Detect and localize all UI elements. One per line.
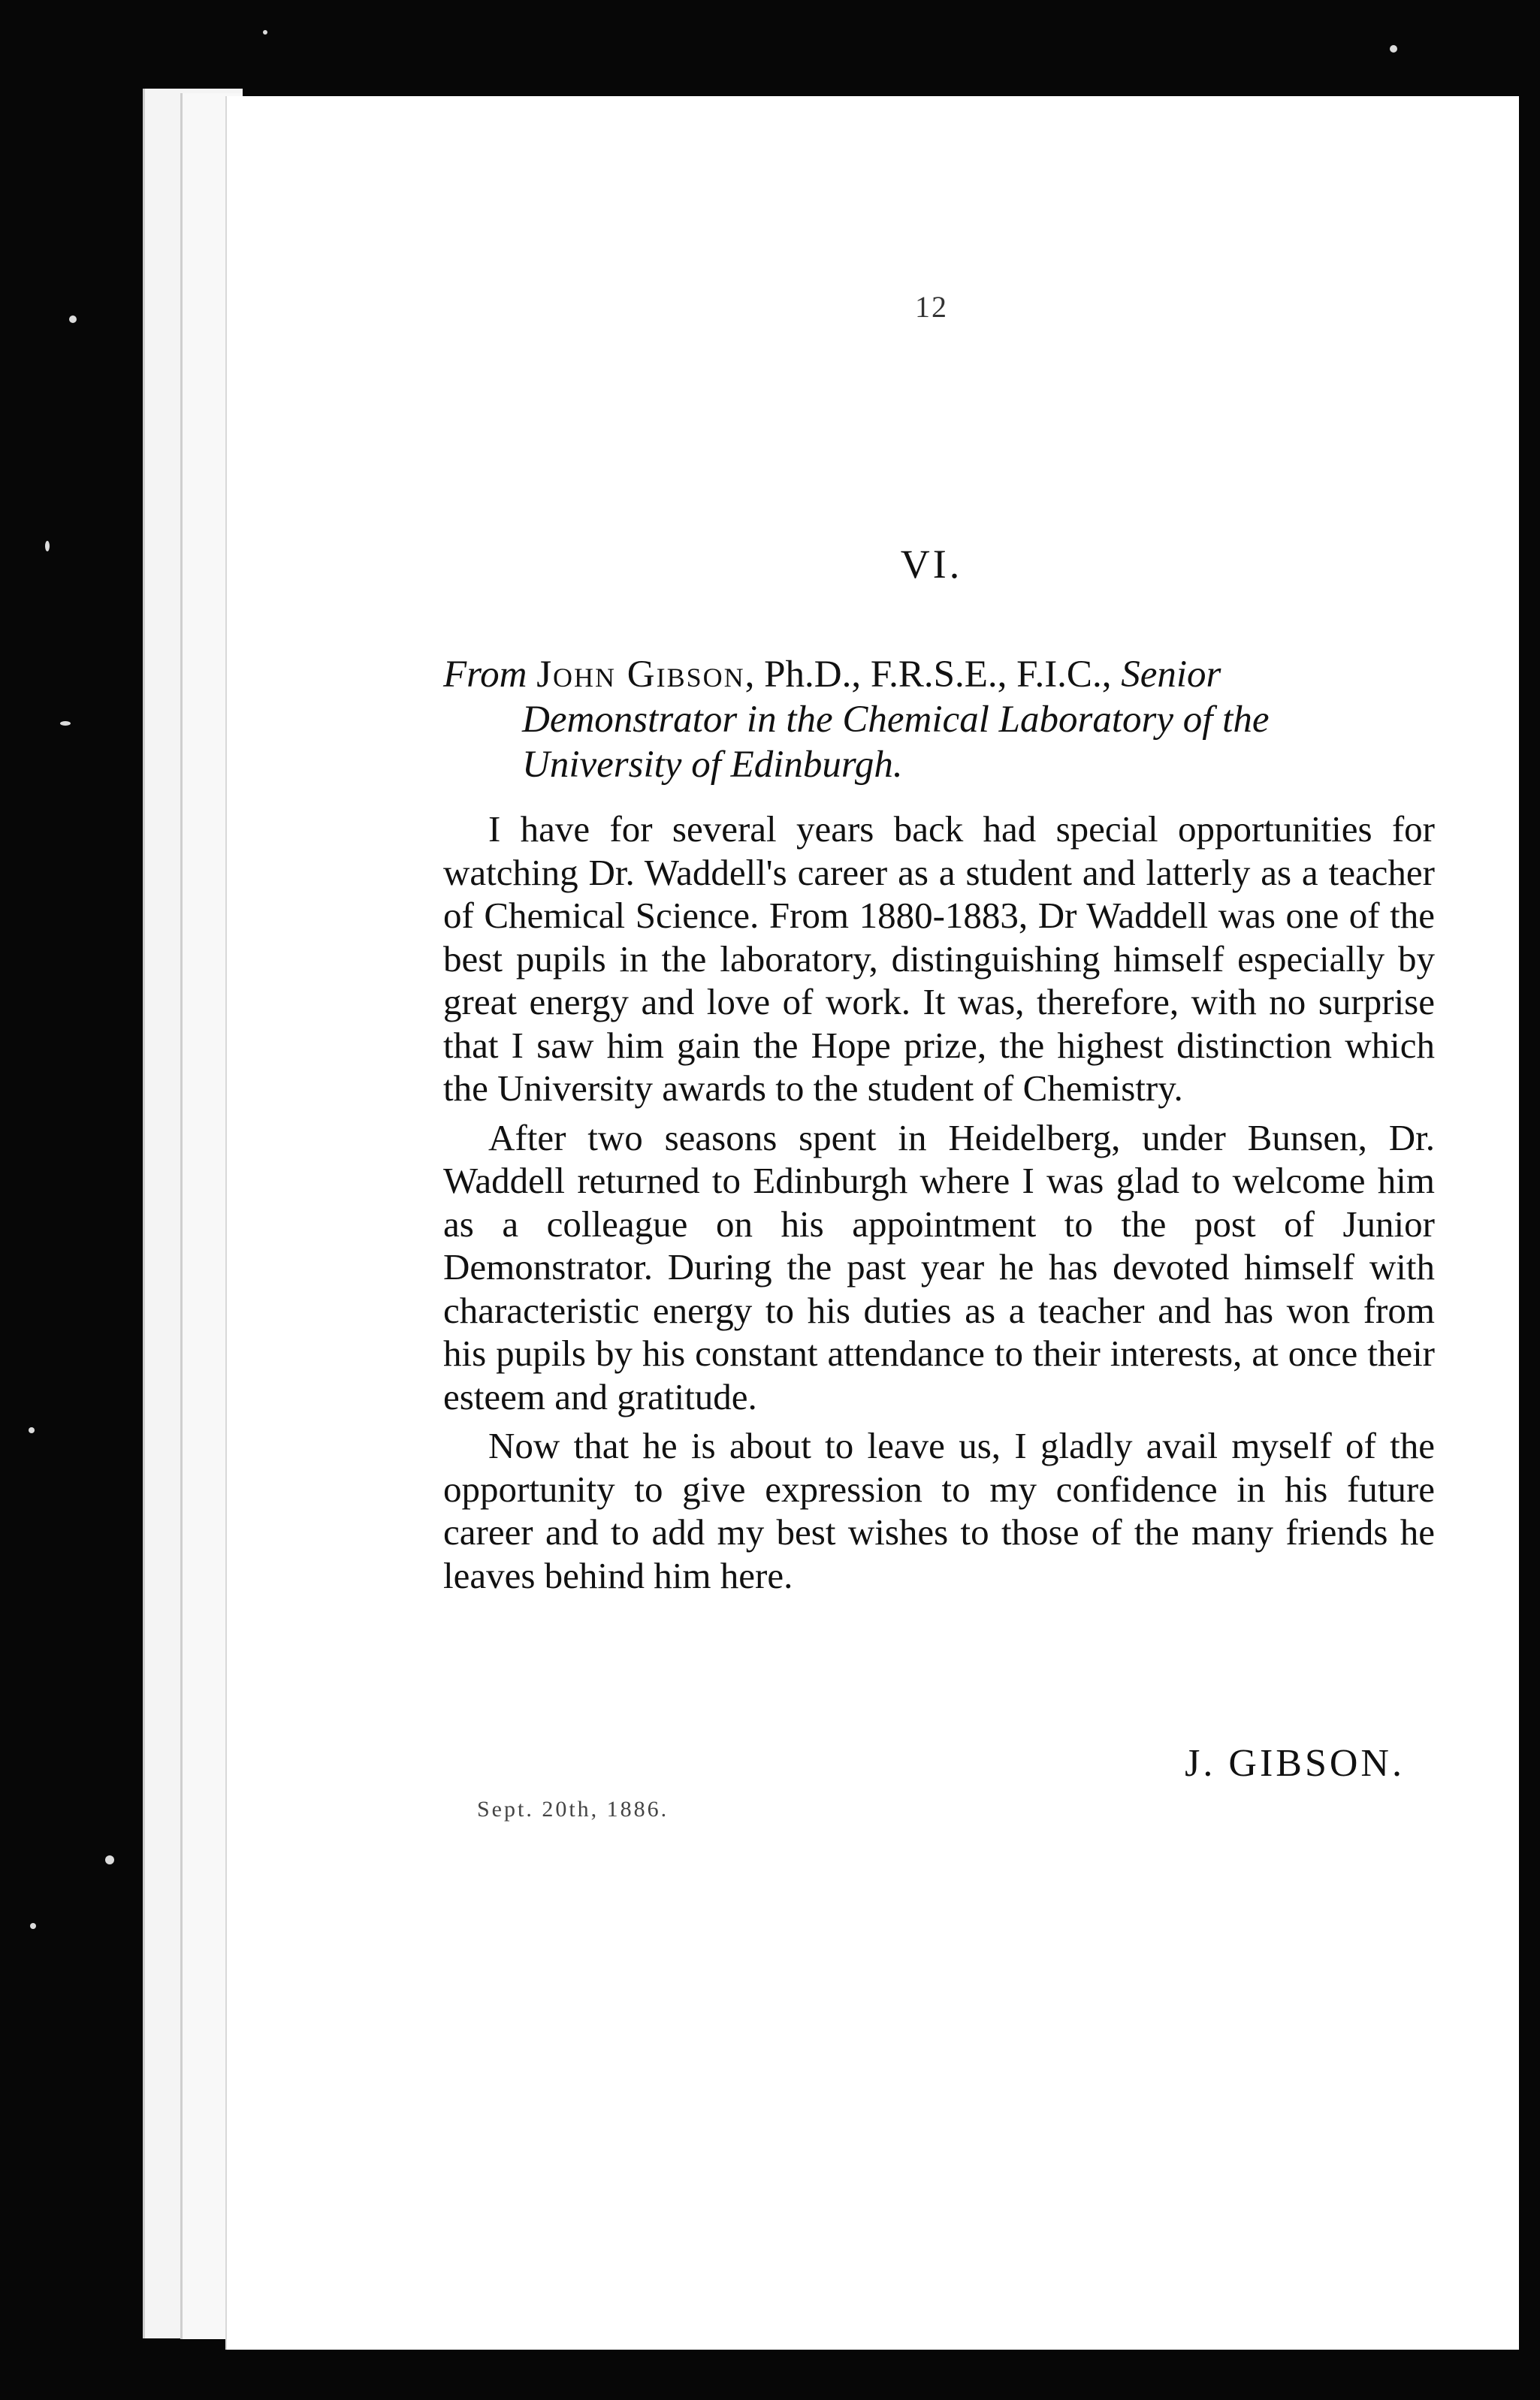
body-paragraph-1: I have for several years back had special opportunities for watching Dr. Waddell's career as a student and latterly as a teacher of Chemical Science. From 1880-1883, Dr Waddell was one of the best pupils in the laboratory, distinguishing himself especially by great energy and love of work. It was, therefore, with no surprise that I saw him gain the Hope prize, the highest distinction which the University awards to the student of Chemistry.	[443, 808, 1435, 1109]
scan-speck	[45, 541, 50, 551]
body-paragraph-3: Now that he is about to leave us, I gladly avail myself of the opportunity to give expression to my confidence in his future career and to add my best wishes to those of the many friends he leaves behind him here.	[443, 1425, 1435, 1596]
heading-line-1	[443, 652, 1435, 697]
letter-heading	[443, 652, 1435, 787]
heading-title-line-1: Senior	[1121, 654, 1221, 696]
body-paragraph-2: After two seasons spent in Heidelberg, under Bunsen, Dr. Waddell returned to Edinburgh where I was glad to welcome him as a colleague on his appointment to the post of Junior Demonstrator. During the past year he has devoted himself with characteristic energy to his duties as a teacher and has won from his pupils by his constant attendance to their interests, at once their esteem and gratitude.	[443, 1116, 1435, 1417]
scan-speck	[30, 1923, 36, 1929]
page-number: 12	[915, 290, 948, 324]
scan-speck	[69, 315, 77, 323]
heading-title-line-2: Demonstrator in the Chemical Laboratory of the	[522, 699, 1270, 741]
scan-speck	[29, 1427, 35, 1433]
scan-speck	[60, 721, 71, 726]
heading-author-name: John Gibson	[536, 654, 745, 696]
heading-title-line-3: University of Edinburgh.	[522, 744, 903, 786]
letter-body	[443, 808, 1435, 1603]
section-numeral: VI.	[900, 542, 963, 587]
heading-from-word: From	[443, 654, 527, 696]
scan-speck	[1390, 45, 1397, 53]
scan-speck	[105, 1855, 114, 1864]
letter-date: Sept. 20th, 1886.	[477, 1797, 669, 1822]
signature: J. GIBSON.	[1185, 1742, 1405, 1785]
heading-credentials: , Ph.D., F.R.S.E., F.I.C.,	[744, 654, 1122, 696]
scan-speck	[263, 30, 267, 35]
